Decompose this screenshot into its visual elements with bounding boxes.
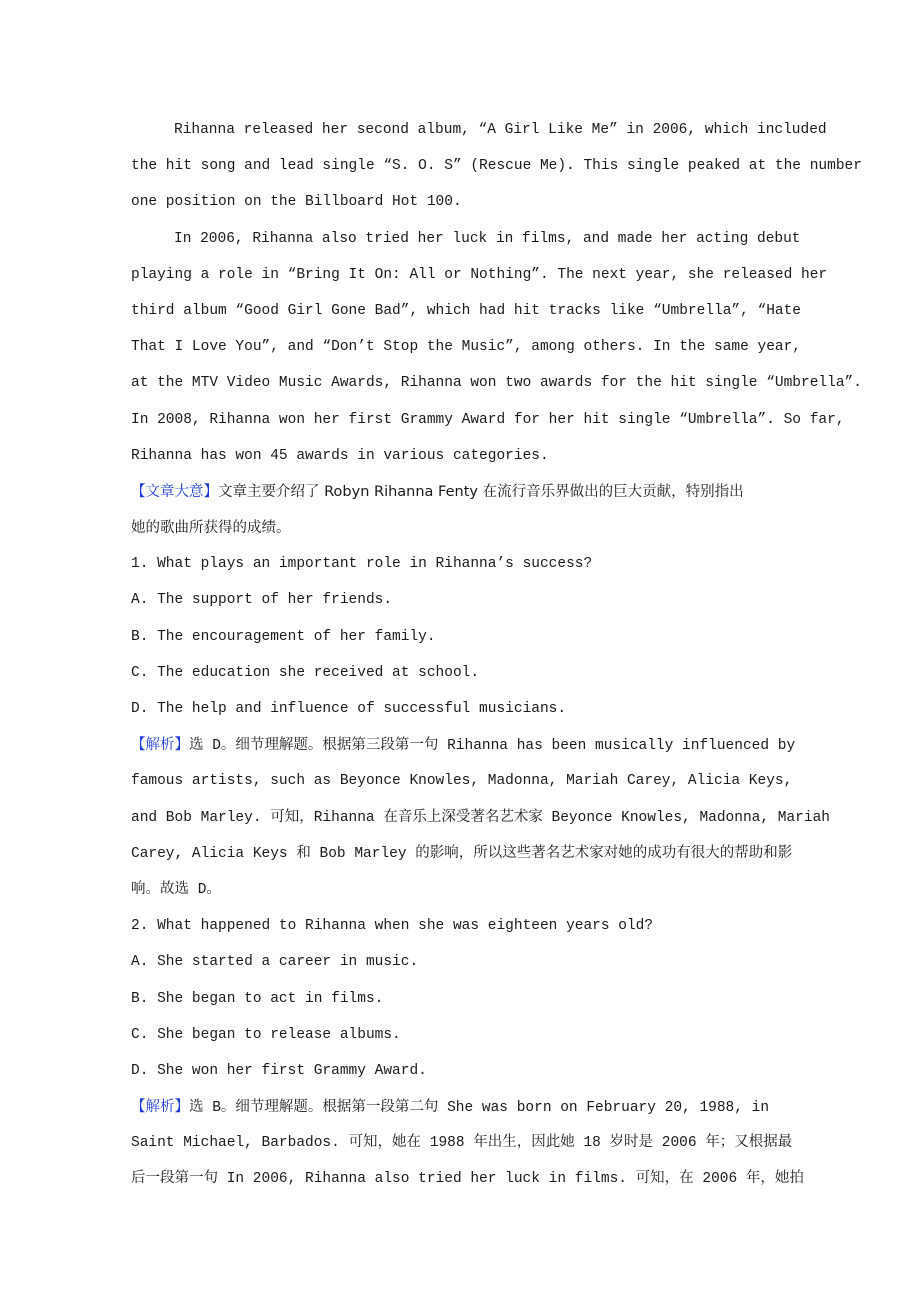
analysis-text: 选 D。细节理解题。根据第三段第一句 Rihanna has been musically influenced by [189, 738, 796, 755]
option-a: A. She started a career in music. [131, 954, 419, 971]
option-c: C. She began to release albums. [131, 1026, 401, 1043]
analysis-text: and Bob Marley. 可知，Rihanna 在音乐上深受著名艺术家 Beyonce Knowles, Madonna, Mariah [131, 809, 830, 826]
text-line: In 2006, Rihanna also tried her luck in films, and made her acting debut [174, 230, 801, 247]
analysis-1 [131, 727, 830, 908]
text-line: the hit song and lead single “S. O. S” (Rescue Me). This single peaked at the number [131, 158, 862, 175]
text-line: at the MTV Video Music Awards, Rihanna won two awards for the hit single “Umbrella”. [131, 375, 862, 392]
analysis-text: Carey, Alicia Keys 和 Bob Marley 的影响，所以这些著名艺术家对她的成功有很大的帮助和影 [131, 845, 793, 862]
analysis-text: Saint Michael, Barbados. 可知，她在 1988 年出生，因此她 18 岁时是 2006 年；又根据最 [131, 1135, 793, 1152]
question-1 [131, 546, 830, 908]
summary-tag: 【文章大意】 [131, 483, 218, 500]
text-line: In 2008, Rihanna won her first Grammy Award for her hit single “Umbrella”. So far, [131, 411, 845, 428]
text-line: playing a role in “Bring It On: All or Nothing”. The next year, she released her [131, 266, 828, 283]
question-2 [131, 908, 804, 1198]
analysis-2 [131, 1089, 804, 1198]
analysis-tag: 【解析】 [131, 737, 189, 754]
text-line: That I Love You”, and “Don’t Stop the Music”, among others. In the same year, [131, 339, 802, 356]
text-line: Rihanna has won 45 awards in various categories. [131, 447, 549, 464]
option-c: C. The education she received at school. [131, 664, 480, 681]
article-summary [131, 474, 796, 546]
paragraph-films-awards [131, 221, 862, 474]
option-d: D. She won her first Grammy Award. [131, 1062, 427, 1079]
question-stem: 2. What happened to Rihanna when she was eighteen years old? [131, 918, 654, 935]
option-b: B. She began to act in films. [131, 990, 384, 1007]
analysis-tag: 【解析】 [131, 1099, 189, 1116]
analysis-text: famous artists, such as Beyonce Knowles, Madonna, Mariah Carey, Alicia Keys, [131, 773, 793, 790]
summary-text: 文章主要介绍了 Robyn Rihanna Fenty 在流行音乐界做出的巨大贡献，特别指出 [218, 483, 744, 500]
analysis-text: 选 B。细节理解题。根据第一段第二句 She was born on February 20, 1988, in [189, 1100, 770, 1117]
text-line: one position on the Billboard Hot 100. [131, 194, 462, 211]
text-line: Rihanna released her second album, “A Girl Like Me” in 2006, which included [174, 122, 827, 138]
option-a: A. The support of her friends. [131, 592, 393, 609]
paragraph-album [131, 112, 862, 221]
analysis-text: 响。故选 D。 [131, 881, 221, 898]
text-line: third album “Good Girl Gone Bad”, which had hit tracks like “Umbrella”, “Hate [131, 302, 802, 319]
document-page [131, 112, 862, 1198]
summary-text: 她的歌曲所获得的成绩。 [131, 520, 291, 537]
question-stem: 1. What plays an important role in Rihanna’s success? [131, 556, 593, 573]
option-d: D. The help and influence of successful musicians. [131, 701, 567, 717]
analysis-text: 后一段第一句 In 2006, Rihanna also tried her luck in films. 可知，在 2006 年，她拍 [131, 1171, 804, 1188]
option-b: B. The encouragement of her family. [131, 628, 436, 645]
